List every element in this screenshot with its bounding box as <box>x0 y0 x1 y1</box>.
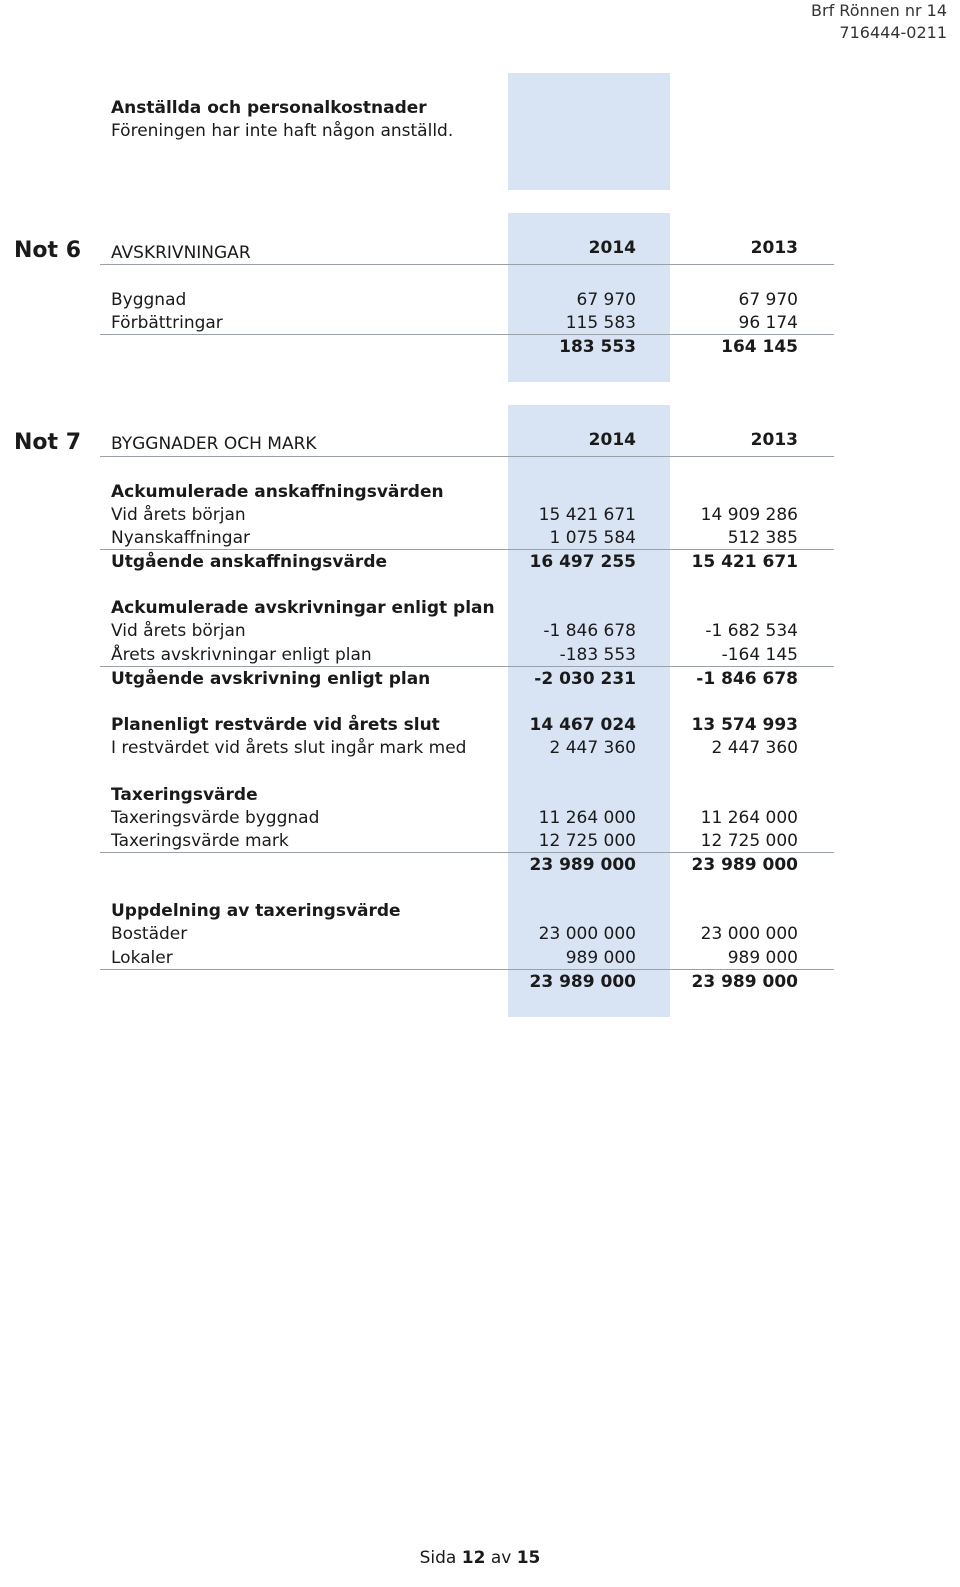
row-label: Årets avskrivningar enligt plan <box>111 645 372 665</box>
row-label: Taxeringsvärde byggnad <box>111 808 320 828</box>
column-band-intro <box>508 73 670 190</box>
row-value-2013: 2 447 360 <box>711 738 798 758</box>
split-heading: Uppdelning av taxeringsvärde <box>111 901 401 921</box>
note7-col-2014: 2014 <box>588 430 636 450</box>
note6-sum-rule <box>100 334 834 335</box>
row-label: Lokaler <box>111 948 173 968</box>
row-value-2013: 23 000 000 <box>700 924 798 944</box>
row-label: Förbättringar <box>111 313 223 333</box>
split-sum-rule <box>100 969 834 970</box>
tax-total-2014: 23 989 000 <box>529 855 636 875</box>
split-total-2014: 23 989 000 <box>529 972 636 992</box>
row-value-2014: 14 467 024 <box>529 715 636 735</box>
note6-col-2013: 2013 <box>750 238 798 258</box>
row-value-2013: -1 846 678 <box>696 669 798 689</box>
row-value-2014: -1 846 678 <box>543 621 636 641</box>
row-label: Byggnad <box>111 290 187 310</box>
note6-label: Not 6 <box>14 238 82 263</box>
row-label: Vid årets början <box>111 505 246 525</box>
row-label: Utgående anskaffningsvärde <box>111 552 388 572</box>
row-value-2013: 14 909 286 <box>700 505 798 525</box>
acq-sum-rule <box>100 549 834 550</box>
row-label: Vid årets början <box>111 621 246 641</box>
row-value-2014: 11 264 000 <box>538 808 636 828</box>
row-label: Bostäder <box>111 924 188 944</box>
note7-title: BYGGNADER OCH MARK <box>111 434 317 454</box>
dep-sum-rule <box>100 666 834 667</box>
intro-text: Föreningen har inte haft någon anställd. <box>111 121 454 141</box>
note7-header-rule <box>100 456 834 457</box>
row-value-2014: 115 583 <box>565 313 636 333</box>
row-value-2013: 96 174 <box>738 313 798 333</box>
row-value-2013: 13 574 993 <box>691 715 798 735</box>
page-footer <box>0 1547 960 1569</box>
tax-sum-rule <box>100 852 834 853</box>
tax-total-2013: 23 989 000 <box>691 855 798 875</box>
row-label: Planenligt restvärde vid årets slut <box>111 715 440 735</box>
note6-header-rule <box>100 264 834 265</box>
row-value-2014: 16 497 255 <box>529 552 636 572</box>
footer-middle: av <box>490 1548 512 1568</box>
row-value-2014: 2 447 360 <box>549 738 636 758</box>
row-value-2013: 67 970 <box>738 290 798 310</box>
row-value-2014: 15 421 671 <box>538 505 636 525</box>
row-value-2013: 989 000 <box>727 948 798 968</box>
note7-col-2013: 2013 <box>750 430 798 450</box>
row-value-2013: -1 682 534 <box>705 621 798 641</box>
row-value-2013: 12 725 000 <box>700 831 798 851</box>
row-value-2014: -2 030 231 <box>534 669 636 689</box>
header-org-number: 716444-0211 <box>839 23 947 42</box>
footer-page-number: 12 <box>461 1548 486 1568</box>
row-value-2014: -183 553 <box>559 645 636 665</box>
row-value-2014: 67 970 <box>576 290 636 310</box>
footer-prefix: Sida <box>419 1548 457 1568</box>
row-value-2013: 11 264 000 <box>700 808 798 828</box>
row-label: I restvärdet vid årets slut ingår mark med <box>111 738 467 758</box>
acq-heading: Ackumulerade anskaffningsvärden <box>111 482 444 502</box>
tax-heading: Taxeringsvärde <box>111 785 258 805</box>
row-value-2014: 12 725 000 <box>538 831 636 851</box>
note7-label: Not 7 <box>14 430 82 455</box>
row-value-2014: 1 075 584 <box>549 528 636 548</box>
dep-heading: Ackumulerade avskrivningar enligt plan <box>111 598 495 618</box>
row-label: Utgående avskrivning enligt plan <box>111 669 431 689</box>
note6-total-2014: 183 553 <box>559 337 636 357</box>
row-label: Nyanskaffningar <box>111 528 250 548</box>
row-value-2014: 23 000 000 <box>538 924 636 944</box>
footer-page-total: 15 <box>516 1548 541 1568</box>
note6-col-2014: 2014 <box>588 238 636 258</box>
row-label: Taxeringsvärde mark <box>111 831 289 851</box>
row-value-2014: 989 000 <box>565 948 636 968</box>
row-value-2013: 512 385 <box>727 528 798 548</box>
note6-total-2013: 164 145 <box>721 337 798 357</box>
note6-title: AVSKRIVNINGAR <box>111 243 251 263</box>
split-total-2013: 23 989 000 <box>691 972 798 992</box>
intro-heading: Anställda och personalkostnader <box>111 98 427 118</box>
row-value-2013: 15 421 671 <box>691 552 798 572</box>
row-value-2013: -164 145 <box>721 645 798 665</box>
header-org-name: Brf Rönnen nr 14 <box>811 1 947 20</box>
